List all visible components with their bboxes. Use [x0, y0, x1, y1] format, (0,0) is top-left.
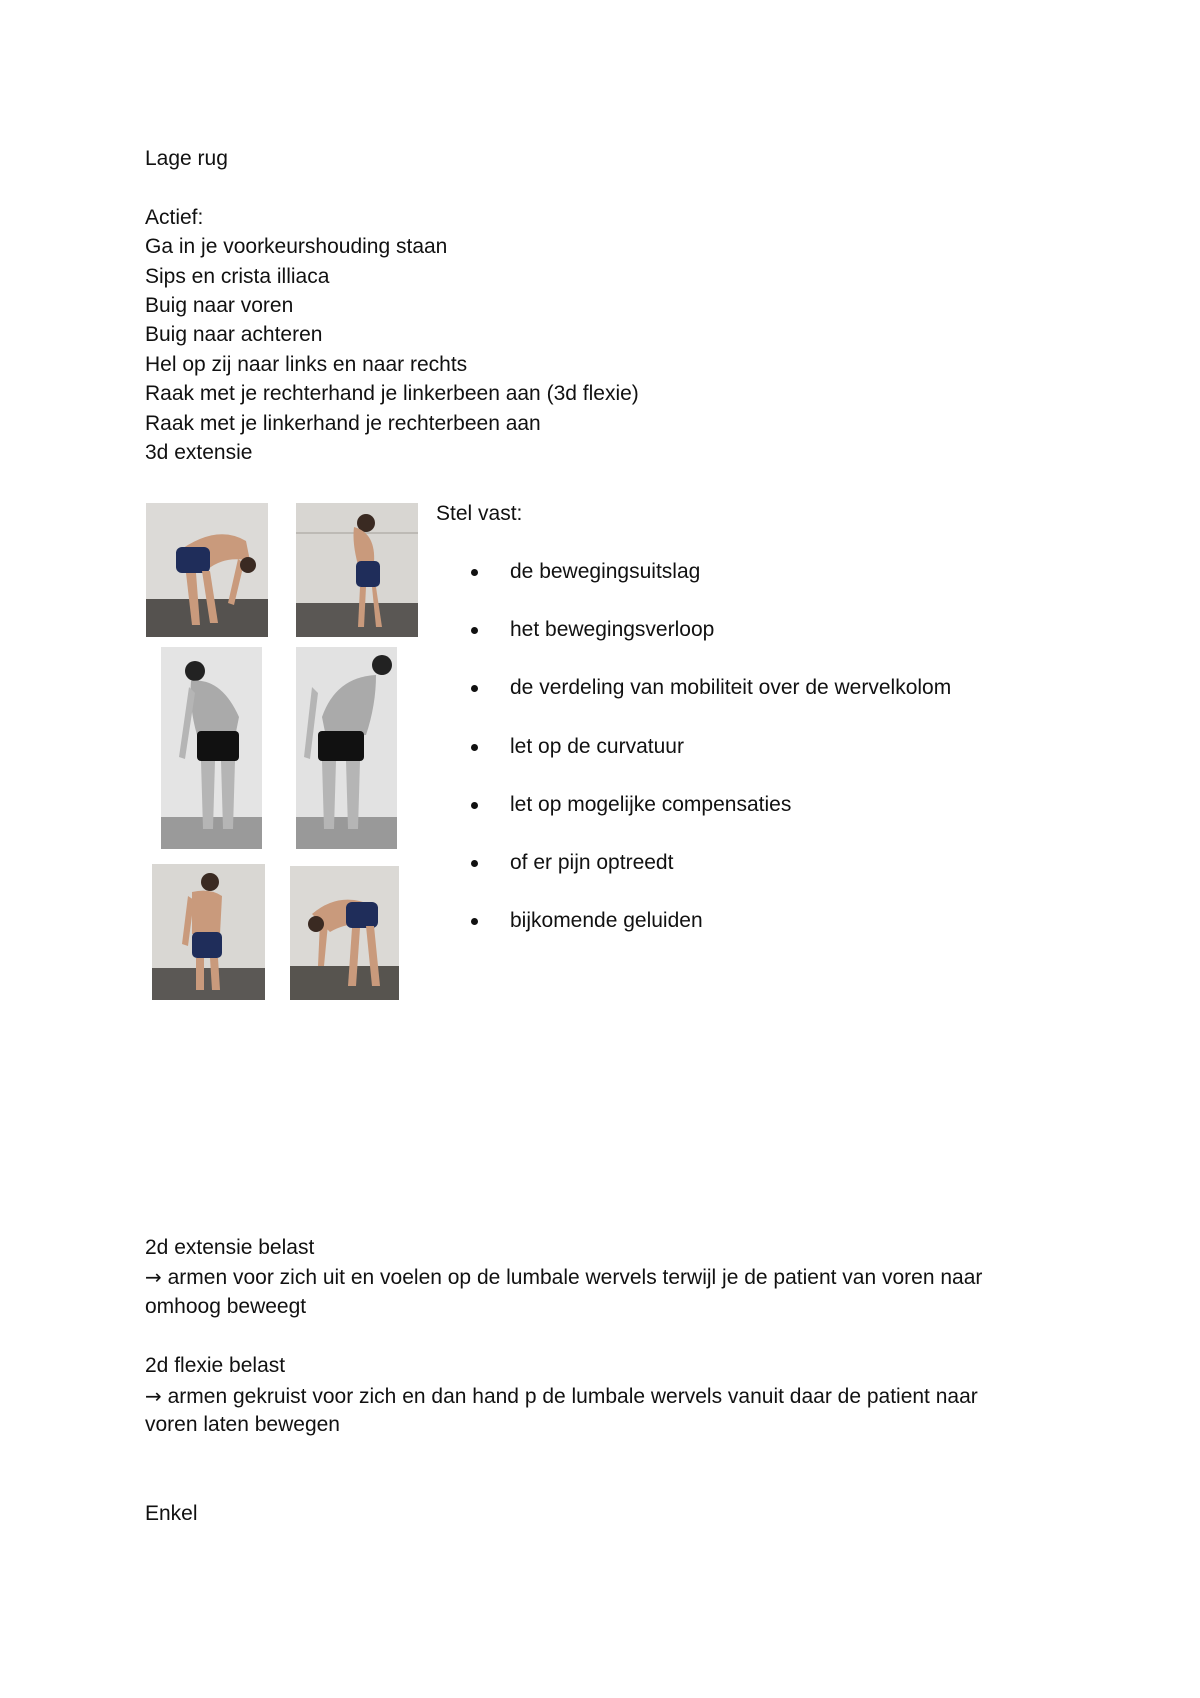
actief-heading: Actief:: [145, 206, 204, 229]
bullet-text: de verdeling van mobiliteit over de wervelkolom: [510, 676, 952, 699]
extensie-text: armen voor zich uit en voelen op de lumbale wervels terwijl je de patient van voren naar: [167, 1266, 983, 1289]
actief-line: 3d extensie: [145, 441, 253, 464]
extensie-line: [145, 1262, 982, 1293]
bullet-text: of er pijn optreedt: [510, 851, 674, 874]
bullet-dot: [471, 744, 478, 751]
bullet-dot: [471, 627, 478, 634]
bullet-text: let op de curvatuur: [510, 735, 684, 758]
section-heading-enkel: Enkel: [145, 1502, 198, 1525]
arrow-right-icon: →: [145, 1265, 162, 1289]
stel-vast-heading: Stel vast:: [436, 502, 523, 525]
bullet-dot: [471, 918, 478, 925]
actief-line: Sips en crista illiaca: [145, 265, 330, 288]
photo-side-bend-left-bw: [161, 647, 262, 849]
arrow-right-icon: →: [145, 1384, 162, 1408]
flexie-line: [145, 1381, 978, 1412]
bullet-text: bijkomende geluiden: [510, 909, 703, 932]
page-title: Lage rug: [145, 147, 228, 170]
flexie-text: armen gekruist voor zich en dan hand p de lumbale wervels vanuit daar de patient naar: [167, 1385, 978, 1408]
actief-line: Hel op zij naar links en naar rechts: [145, 353, 468, 376]
photo-rotation-back-view-color: [152, 864, 265, 1000]
bullet-text: let op mogelijke compensaties: [510, 793, 792, 816]
actief-line: Buig naar voren: [145, 294, 294, 317]
extensie-heading: 2d extensie belast: [145, 1236, 315, 1259]
actief-line: Ga in je voorkeurshouding staan: [145, 235, 448, 258]
bullet-text: de bewegingsuitslag: [510, 560, 701, 583]
extensie-line-continued: omhoog beweegt: [145, 1295, 307, 1318]
photo-side-bend-right-bw: [296, 647, 397, 849]
flexie-line-continued: voren laten bewegen: [145, 1413, 340, 1436]
bullet-dot: [471, 685, 478, 692]
flexie-heading: 2d flexie belast: [145, 1354, 286, 1377]
photo-backward-bend-color: [296, 503, 418, 637]
actief-line: Raak met je rechterhand je linkerbeen aan (3d flexie): [145, 382, 639, 405]
photo-forward-bend-color: [146, 503, 268, 637]
bullet-dot: [471, 860, 478, 867]
bullet-dot: [471, 802, 478, 809]
actief-line: Raak met je linkerhand je rechterbeen aan: [145, 412, 541, 435]
bullet-dot: [471, 569, 478, 576]
actief-line: Buig naar achteren: [145, 323, 323, 346]
bullet-text: het bewegingsverloop: [510, 618, 715, 641]
photo-rotation-forward-color: [290, 866, 399, 1000]
